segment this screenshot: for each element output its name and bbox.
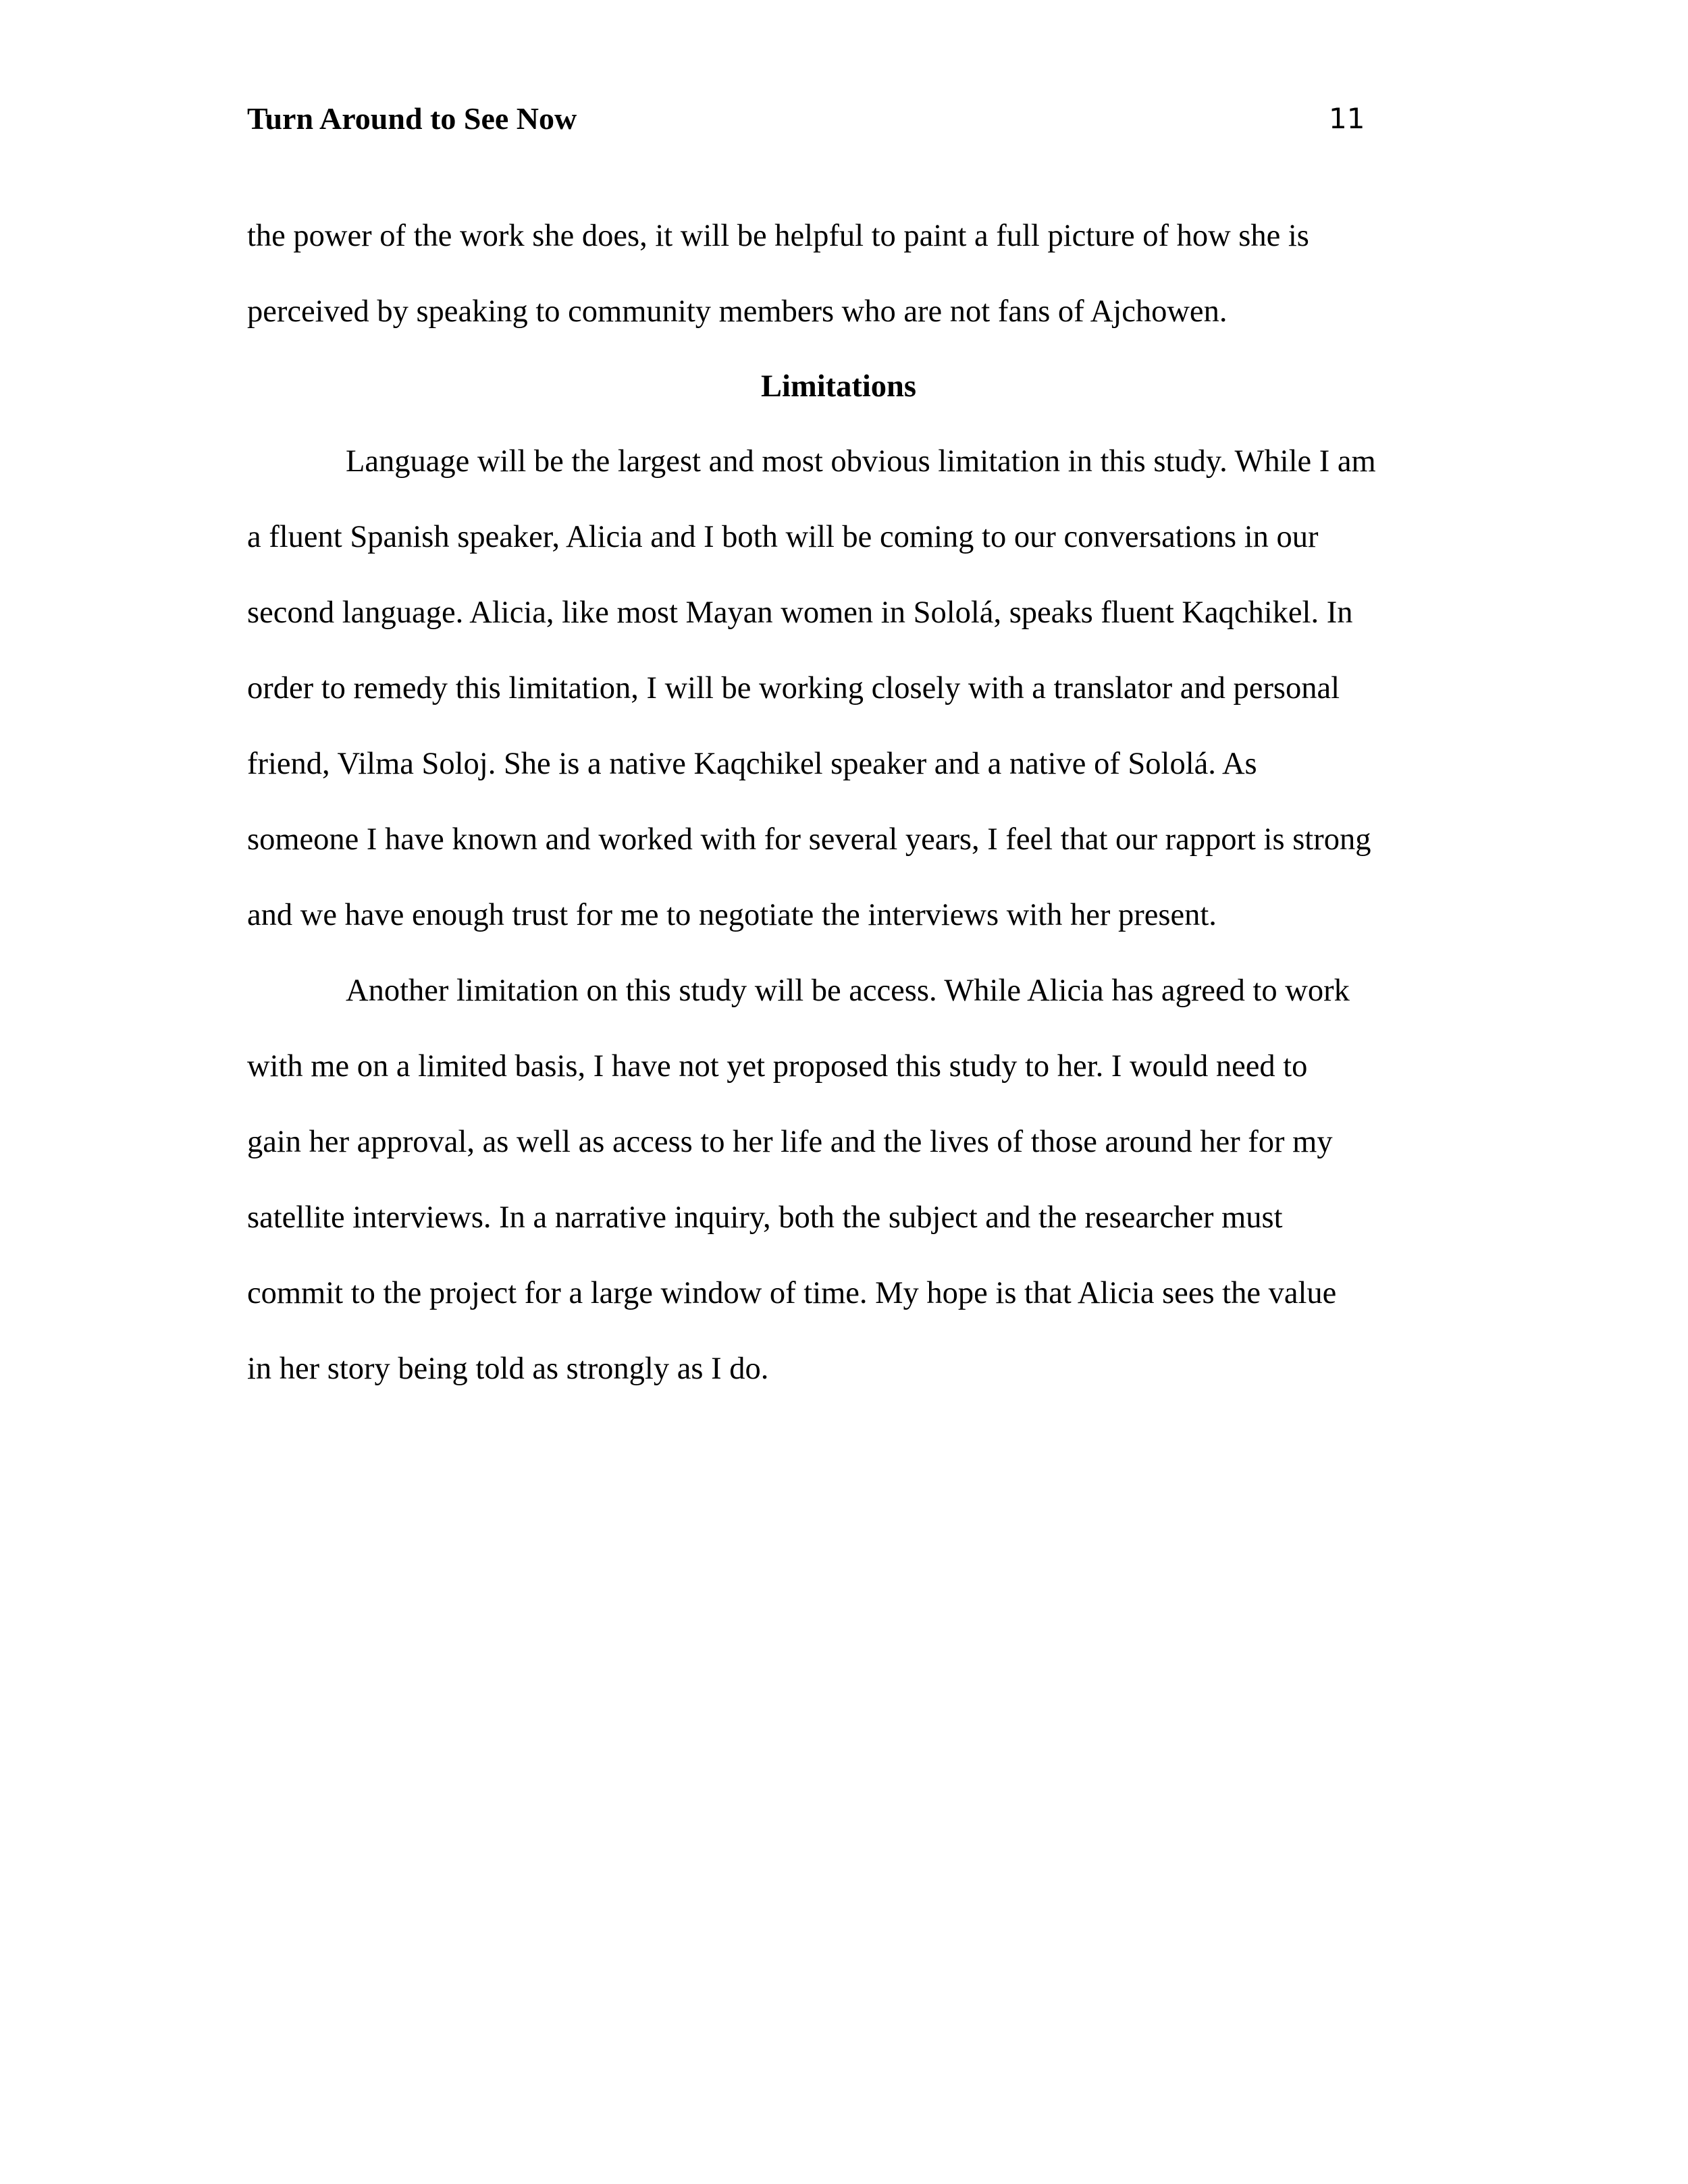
section-heading: Limitations	[761, 369, 916, 404]
body-line: with me on a limited basis, I have not yet proposed this study to her. I would need to	[247, 1049, 1308, 1084]
body-line: friend, Vilma Soloj. She is a native Kaqchikel speaker and a native of Sololá. As	[247, 747, 1257, 781]
body-line: Another limitation on this study will be access. While Alicia has agreed to work	[346, 974, 1350, 1008]
body-line: the power of the work she does, it will be helpful to paint a full picture of how she is	[247, 219, 1309, 253]
body-line: in her story being told as strongly as I do.	[247, 1352, 769, 1386]
body-line: order to remedy this limitation, I will be working closely with a translator and personal	[247, 671, 1340, 705]
body-line: a fluent Spanish speaker, Alicia and I both will be coming to our conversations in our	[247, 520, 1319, 554]
body-line: second language. Alicia, like most Mayan women in Sololá, speaks fluent Kaqchikel. In	[247, 595, 1353, 630]
body-line: and we have enough trust for me to negotiate the interviews with her present.	[247, 898, 1217, 932]
body-line: someone I have known and worked with for several years, I feel that our rapport is strong	[247, 822, 1371, 857]
running-head: Turn Around to See Now	[247, 101, 577, 136]
body-line: commit to the project for a large window of time. My hope is that Alicia sees the value	[247, 1276, 1337, 1310]
body-line: perceived by speaking to community members who are not fans of Ajchowen.	[247, 294, 1228, 329]
page-number: 11	[1329, 102, 1365, 135]
body-line: gain her approval, as well as access to her life and the lives of those around her for my	[247, 1125, 1333, 1159]
body-line: Language will be the largest and most obvious limitation in this study. While I am	[346, 444, 1376, 479]
body-line: satellite interviews. In a narrative inquiry, both the subject and the researcher must	[247, 1200, 1283, 1235]
